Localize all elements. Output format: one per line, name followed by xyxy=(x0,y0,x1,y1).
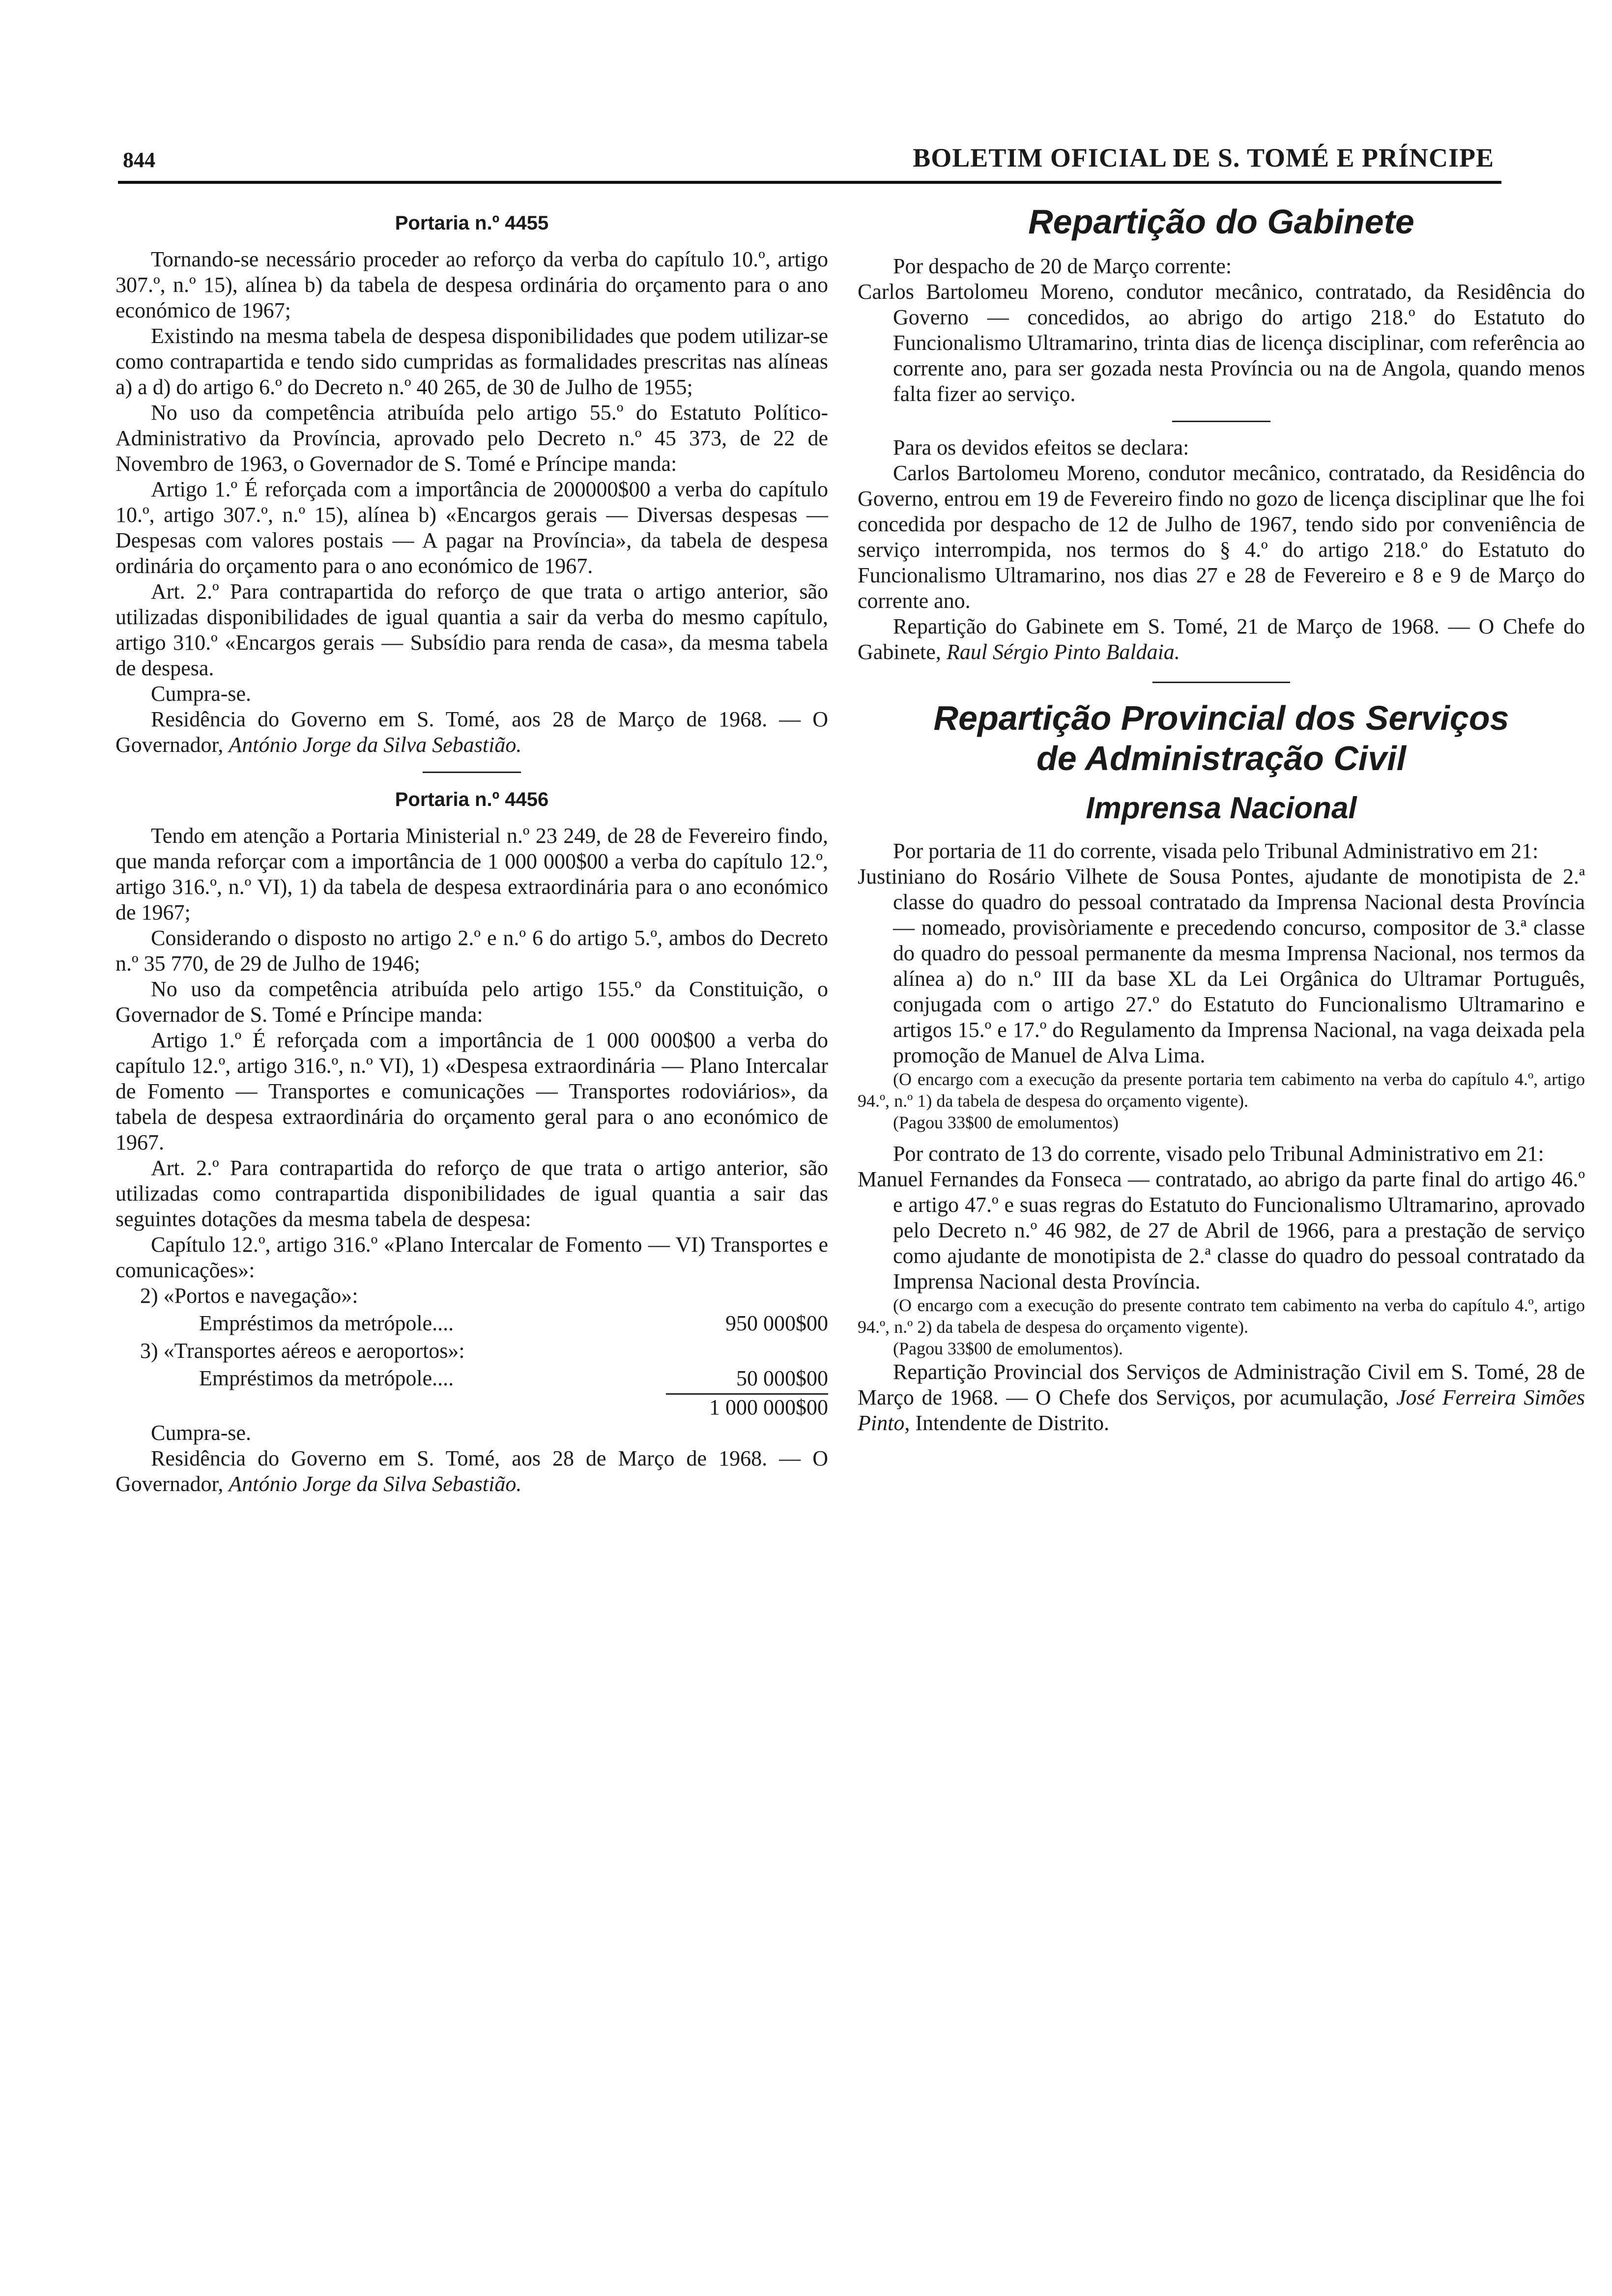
signature-tail: , Intendente de Distrito. xyxy=(904,1411,1109,1435)
signature-paragraph xyxy=(115,1446,828,1497)
budget-category: 3) «Transportes aéreos e aeroportos»: xyxy=(140,1339,465,1363)
portaria-4456-title: Portaria n.º 4456 xyxy=(395,789,549,810)
paragraph: Tendo em atenção a Portaria Ministerial n.º 23 249, de 28 de Fevereiro findo, que manda reforçar com a importância de 1 000 000$00 a verba do capítulo 12.º, artigo 316.º, n.º VI), 1) da tabela de despesa extraordinária para o ano económico de 1967; xyxy=(115,824,828,924)
paragraph: Por portaria de 11 do corrente, visada pelo Tribunal Administrativo em 21: xyxy=(893,839,1539,863)
paragraph: Carlos Bartolomeu Moreno, condutor mecânico, contratado, da Residência do Governo, entrou em 19 de Fevereiro findo no gozo de licença disciplinar que lhe foi concedida por despacho de 12 de Julho de 1967, tendo sido por conveniência de serviço interrompida, nos termos do § 4.º do artigo 218.º do Estatuto do Funcionalismo Ultramarino, nos dias 27 e 28 de Fevereiro e 8 e 9 de Março do corrente ano. xyxy=(858,461,1585,613)
paragraph: Artigo 1.º É reforçada com a importância de 200000$00 a verba do capítulo 10.º, artigo 307.º, n.º 15), alínea b) «Encargos gerais — Diversas despesas — Despesas com valores postais — A pagar na Província», da tabela de despesa ordinária do orçamento para o ano económico de 1967. xyxy=(115,477,828,578)
paragraph: Carlos Bartolomeu Moreno, condutor mecânico, contratado, da Residência do Governo — concedidos, ao abrigo do artigo 218.º do Estatuto do Funcionalismo Ultramarino, trinta dias de licença disciplinar, com referência ao corrente ano, para ser gozada nesta Província ou na de Angola, quando menos falta fizer ao serviço. xyxy=(858,280,1585,406)
left-column xyxy=(115,197,828,1497)
spacer xyxy=(858,1133,1585,1141)
paragraph: Art. 2.º Para contrapartida do reforço de que trata o artigo anterior, são utilizadas disponibilidades de igual quantia a sair da verba do mesmo capítulo, artigo 310.º «Encargos gerais — Subsídio para renda de casa», da mesma tabela de despesa. xyxy=(115,579,828,680)
fee-note: (Pagou 33$00 de emolumentos). xyxy=(893,1339,1123,1358)
budget-amount: 950 000$00 xyxy=(725,1311,828,1335)
budget-note: (O encargo com a execução do presente contrato tem cabimento na verba do capítulo 4.º, artigo 94.º, n.º 2) da tabela de despesa do orçamento vigente). xyxy=(858,1295,1585,1337)
publication-title: BOLETIM OFICIAL DE S. TOMÉ E PRÍNCIPE xyxy=(913,143,1494,172)
fee-note: (Pagou 33$00 de emolumentos) xyxy=(893,1113,1119,1132)
budget-label: Empréstimos da metrópole.... xyxy=(199,1311,454,1335)
budget-amount: 50 000$00 xyxy=(736,1366,828,1390)
paragraph: Artigo 1.º É reforçada com a importância de 1 000 000$00 a verba do capítulo 12.º, artigo 316.º, n.º VI), 1) «Despesa extraordinária — Plano Intercalar de Fomento — Transportes e comunicações — Transportes rodoviários», da tabela de despesa extraordinária do orçamento geral para o ano económico de 1967. xyxy=(115,1028,828,1154)
paragraph: Existindo na mesma tabela de despesa disponibilidades que podem utilizar-se como contrapartida e tendo sido cumpridas as formalidades prescritas nas alíneas a) a d) do artigo 6.º do Decreto n.º 40 265, de 30 de Julho de 1955; xyxy=(115,324,828,399)
paragraph: Justiniano do Rosário Vilhete de Sousa Pontes, ajudante de monotipista de 2.ª classe do quadro do pessoal contratado da Imprensa Nacional desta Província — nomeado, provisòriamente e precedendo concurso, compositor de 3.ª classe do quadro do pessoal permanente da mesma Imprensa Nacional, nos termos da alínea a) do n.º III da base XL da Lei Orgânica do Ultramar Português, conjugada com o artigo 27.º do Estatuto do Funcionalismo Ultramarino e artigos 15.º e 17.º do Regulamento da Imprensa Nacional, na vaga deixada pela promoção de Manuel de Alva Lima. xyxy=(858,864,1585,1067)
signature-text: Residência do Governo em S. Tomé, aos 28 de Março de 1968. — O Governador, xyxy=(115,1446,828,1496)
budget-label: Empréstimos da metrópole.... xyxy=(199,1366,454,1390)
paragraph: Considerando o disposto no artigo 2.º e n.º 6 do artigo 5.º, ambos do Decreto n.º 35 770, de 29 de Julho de 1946; xyxy=(115,926,828,976)
paragraph: No uso da competência atribuída pelo artigo 55.º do Estatuto Político-Administrativo da Província, aprovado pelo Decreto n.º 45 373, de 22 de Novembro de 1963, o Governador de S. Tomé e Príncipe manda: xyxy=(115,401,828,476)
paragraph: Art. 2.º Para contrapartida do reforço de que trata o artigo anterior, são utilizadas como contrapartida disponibilidades de igual quantia a sair das seguintes dotações da mesma tabela de despesa: xyxy=(115,1156,828,1231)
section-title-line: de Administração Civil xyxy=(1036,739,1407,777)
separator-rule xyxy=(423,772,521,773)
page-number: 844 xyxy=(123,148,155,172)
header-rule xyxy=(118,181,1501,184)
separator-rule xyxy=(1172,421,1270,422)
ornament-rule xyxy=(1152,682,1290,683)
signature-text: Residência do Governo em S. Tomé, aos 28 de Março de 1968. — O Governador, xyxy=(115,707,828,757)
section-title-servicos xyxy=(858,698,1585,778)
budget-note: (O encargo com a execução da presente portaria tem cabimento na verba do capítulo 4.º, artigo 94.º, n.º 1) da tabela de despesa do orçamento vigente). xyxy=(858,1069,1585,1111)
portaria-4455-title: Portaria n.º 4455 xyxy=(395,212,549,234)
budget-line xyxy=(115,1311,828,1336)
paragraph: Cumpra-se. xyxy=(151,682,252,706)
signature-paragraph xyxy=(858,1359,1585,1436)
paragraph: Por despacho de 20 de Março corrente: xyxy=(893,254,1232,278)
signatory-name: Raul Sérgio Pinto Baldaia. xyxy=(946,640,1180,664)
budget-total: 1 000 000$00 xyxy=(666,1393,828,1420)
signature-text: Repartição do Gabinete em S. Tomé, 21 de Março de 1968. — O Chefe do Gabinete, xyxy=(858,614,1585,664)
paragraph: No uso da competência atribuída pelo artigo 155.º da Constituição, o Governador de S. Tomé e Príncipe manda: xyxy=(115,977,828,1027)
paragraph: Manuel Fernandes da Fonseca — contratado, ao abrigo da parte final do artigo 46.º e artigo 47.º e suas regras do Estatuto do Funcionalismo Ultramarino, aprovado pelo Decreto n.º 46 982, de 27 de Abril de 1966, para a prestação de serviço como ajudante de monotipista de 2.ª classe do quadro do pessoal contratado da Imprensa Nacional desta Província. xyxy=(858,1167,1585,1293)
paragraph: Cumpra-se. xyxy=(151,1421,252,1445)
paragraph: Para os devidos efeitos se declara: xyxy=(893,435,1189,459)
signatory-name: António Jorge da Silva Sebastião. xyxy=(229,1472,522,1496)
signature-text: Repartição Provincial dos Serviços de Administração Civil em S. Tomé, 28 de Março de 1968. — O Chefe dos Serviços, por acumulação, xyxy=(858,1360,1585,1409)
signature-paragraph xyxy=(115,707,828,758)
signatory-name: António Jorge da Silva Sebastião. xyxy=(229,733,522,757)
budget-total-row xyxy=(115,1393,828,1420)
paragraph: Por contrato de 13 do corrente, visado pelo Tribunal Administrativo em 21: xyxy=(893,1142,1544,1166)
section-title-gabinete: Repartição do Gabinete xyxy=(1028,202,1414,241)
section-subtitle: Imprensa Nacional xyxy=(1086,791,1357,825)
budget-line xyxy=(115,1366,828,1391)
signatory-name: José Ferreira Simões Pinto xyxy=(858,1385,1585,1435)
section-title-line: Repartição Provincial dos Serviços xyxy=(933,699,1509,737)
right-column xyxy=(858,197,1585,1436)
budget-category: 2) «Portos e navegação»: xyxy=(140,1284,358,1308)
paragraph: Tornando-se necessário proceder ao reforço da verba do capítulo 10.º, artigo 307.º, n.º 15), alínea b) da tabela de despesa ordinária do orçamento para o ano económico de 1967; xyxy=(115,247,828,322)
signature-paragraph xyxy=(858,614,1585,665)
paragraph: Capítulo 12.º, artigo 316.º «Plano Intercalar de Fomento — VI) Transportes e comunicações»: xyxy=(115,1233,828,1282)
